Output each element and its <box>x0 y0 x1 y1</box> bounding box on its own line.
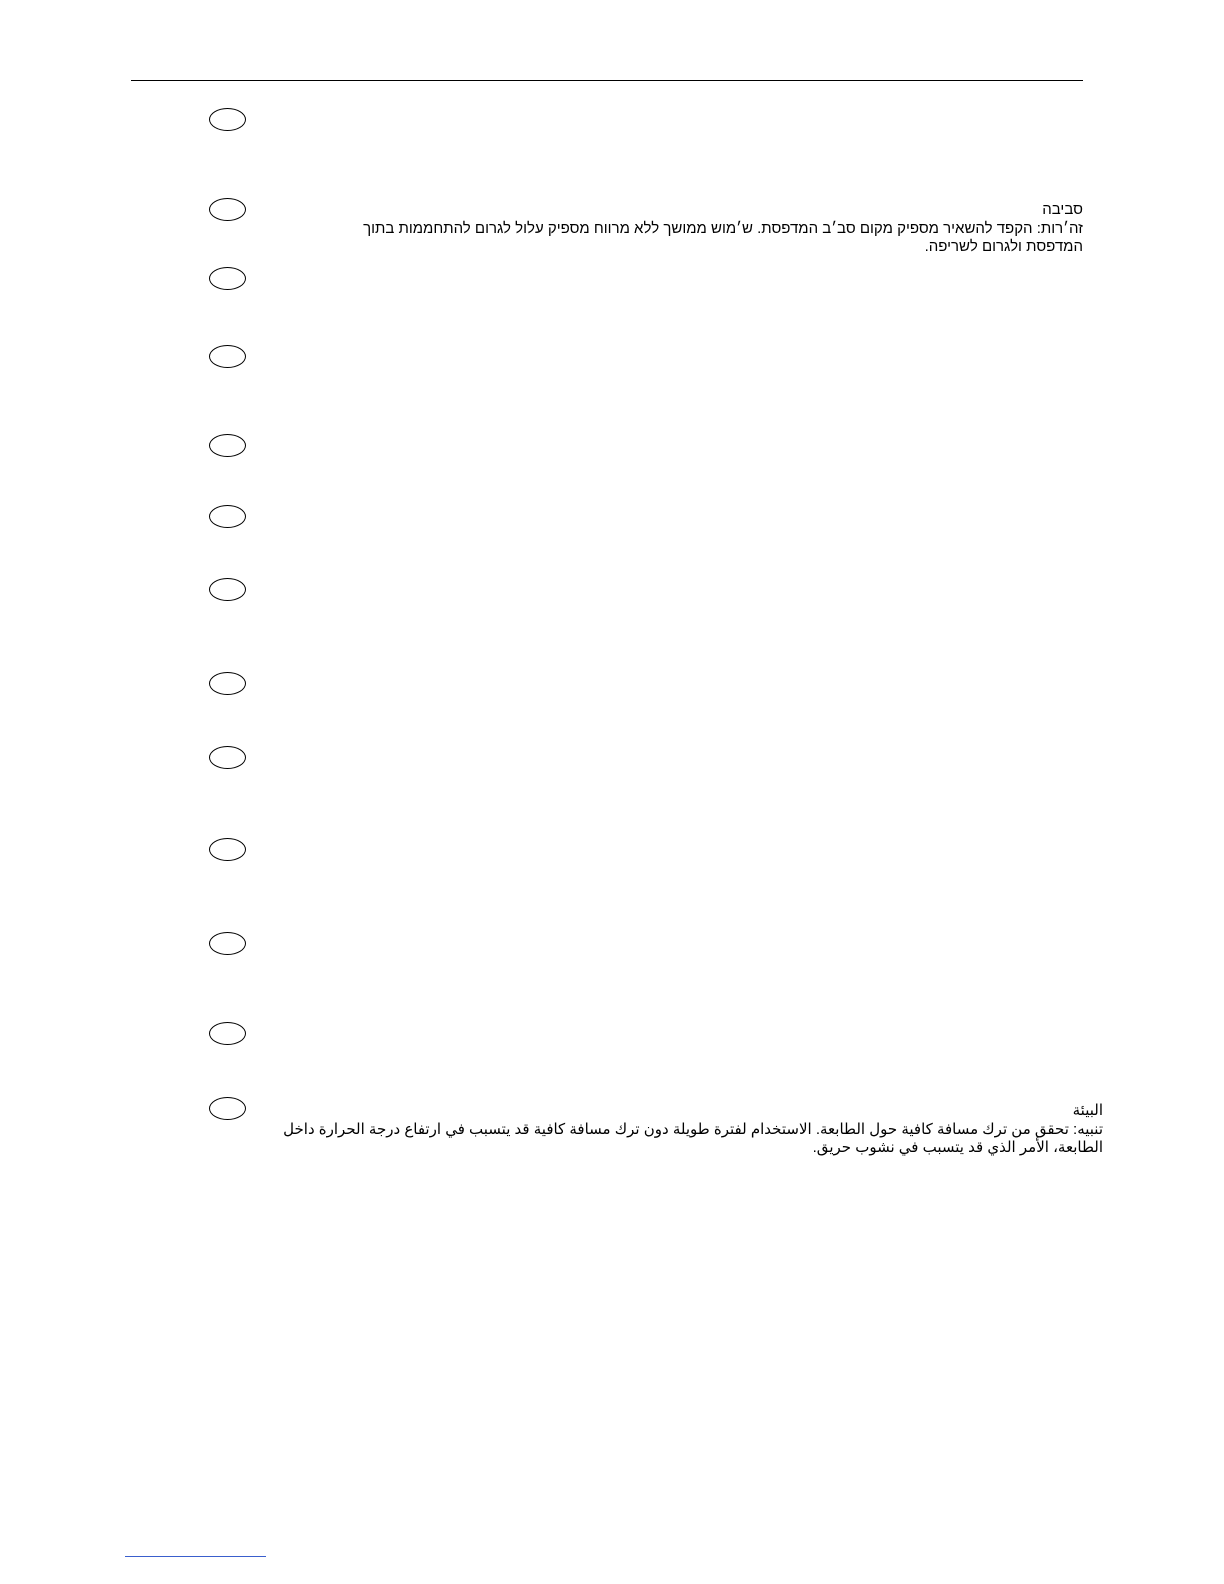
language-marker <box>209 932 246 955</box>
language-marker <box>209 198 246 221</box>
language-marker <box>209 1022 246 1045</box>
section-heading: סביבה <box>1042 201 1083 218</box>
language-marker <box>209 434 246 457</box>
warning-text: تنبيه: تحقق من ترك مسافة كافية حول الطابعة. الاستخدام لفترة طويلة دون ترك مسافة كافية قد يتسبب في ارتفاع درجة الحرارة داخل الطابعة، الأمر الذي قد يتسبب في نشوب حريق. <box>283 1121 1103 1156</box>
language-marker <box>209 345 246 368</box>
header-rule <box>131 80 1083 81</box>
language-marker <box>209 838 246 861</box>
language-marker <box>209 672 246 695</box>
arabic-section <box>233 1102 1103 1157</box>
language-marker <box>209 108 246 131</box>
warning-text: זה׳רות: הקפד להשאיר מספיק מקום סב׳ב המדפסת. ש׳מוש ממושך ללא מרווח מספיק עלול לגרום להתחממות בתוך המדפסת ולגרום לשריפה. <box>363 220 1083 255</box>
language-marker <box>209 505 246 528</box>
language-marker <box>209 267 246 290</box>
section-heading: البيئة <box>1072 1102 1103 1119</box>
language-marker <box>209 578 246 601</box>
hebrew-section <box>323 201 1083 256</box>
footnote-rule <box>125 1556 266 1557</box>
language-marker <box>209 746 246 769</box>
